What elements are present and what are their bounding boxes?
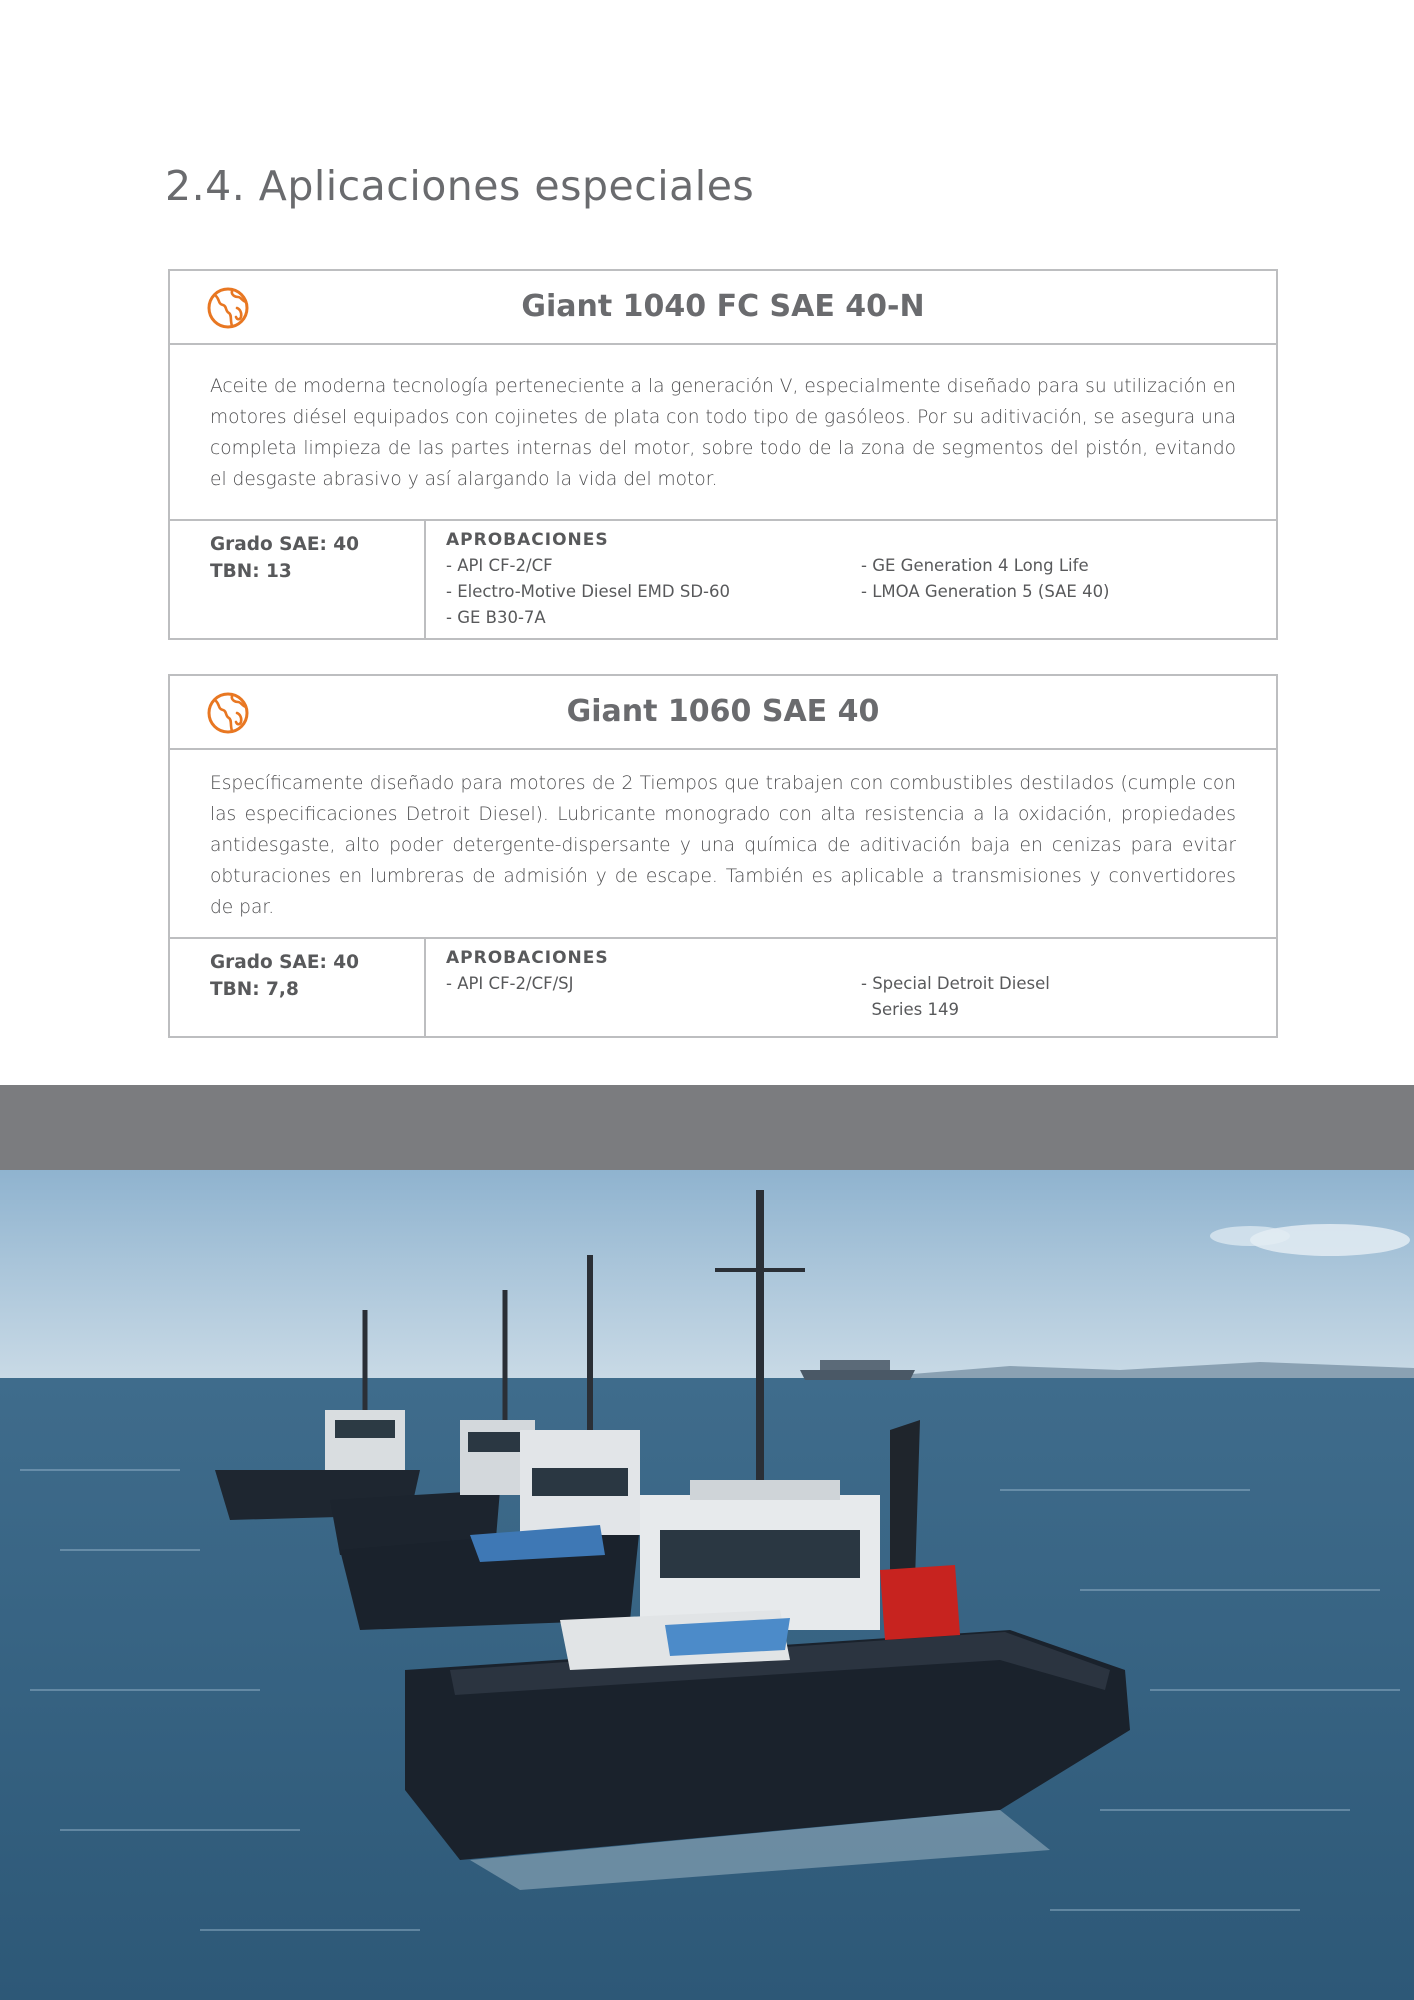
approval-item: - API CF-2/CF	[446, 556, 553, 575]
sae-grade: Grado SAE: 40	[210, 952, 360, 973]
approvals-block	[426, 939, 1276, 1036]
card-specs-row	[170, 519, 1276, 638]
specs-block	[170, 939, 426, 1036]
approval-item: Series 149	[861, 1000, 959, 1019]
approval-item: - GE Generation 4 Long Life	[861, 556, 1089, 575]
approval-item: - API CF-2/CF/SJ	[446, 974, 574, 993]
approval-item: - Special Detroit Diesel	[861, 974, 1050, 993]
card-header	[170, 676, 1276, 750]
approvals-columns	[446, 553, 1276, 631]
tugboats-photo	[0, 1170, 1414, 2000]
sae-grade: Grado SAE: 40	[210, 534, 360, 555]
tbn-value: TBN: 7,8	[210, 979, 299, 1000]
approval-item: - GE B30-7A	[446, 608, 546, 627]
product-card-giant-1040	[168, 269, 1278, 640]
approvals-right	[861, 553, 1276, 631]
approvals-left	[446, 553, 861, 631]
card-header	[170, 271, 1276, 345]
card-description: Específicamente diseñado para motores de 2 Tiempos que trabajen con combustibles destilados (cumple con las especificaciones Detroit Diesel). Lubricante monogrado con alta resistencia a la oxidación, propiedades antidesgaste, alto poder detergente-dispersante y una química de aditivación baja en cenizas para evitar obturaciones en lumbreras de admisión y de escape. También es aplicable a transmisiones y convertidores de par.	[210, 773, 1236, 918]
approval-item: - LMOA Generation 5 (SAE 40)	[861, 582, 1110, 601]
card-title: Giant 1060 SAE 40	[566, 694, 880, 729]
card-specs-row	[170, 937, 1276, 1036]
approvals-left	[446, 971, 861, 1023]
approvals-right	[861, 971, 1276, 1023]
section-title: 2.4. Aplicaciones especiales	[165, 162, 755, 210]
product-card-giant-1060	[168, 674, 1278, 1038]
approval-item: - Electro-Motive Diesel EMD SD-60	[446, 582, 730, 601]
tbn-value: TBN: 13	[210, 561, 292, 582]
card-title: Giant 1040 FC SAE 40-N	[521, 289, 925, 324]
specs-block	[170, 521, 426, 638]
approvals-heading: APROBACIONES	[446, 530, 609, 550]
gray-band	[0, 1085, 1414, 1170]
approvals-block	[426, 521, 1276, 638]
card-description: Aceite de moderna tecnología perteneciente a la generación V, especialmente diseñado para su utilización en motores diésel equipados con cojinetes de plata con todo tipo de gasóleos. Por su aditivación, se asegura una completa limpieza de las partes internas del motor, sobre todo de la zona de segmentos del pistón, evitando el desgaste abrasivo y así alargando la vida del motor.	[210, 376, 1236, 490]
approvals-heading: APROBACIONES	[446, 948, 609, 968]
approvals-columns	[446, 971, 1276, 1023]
